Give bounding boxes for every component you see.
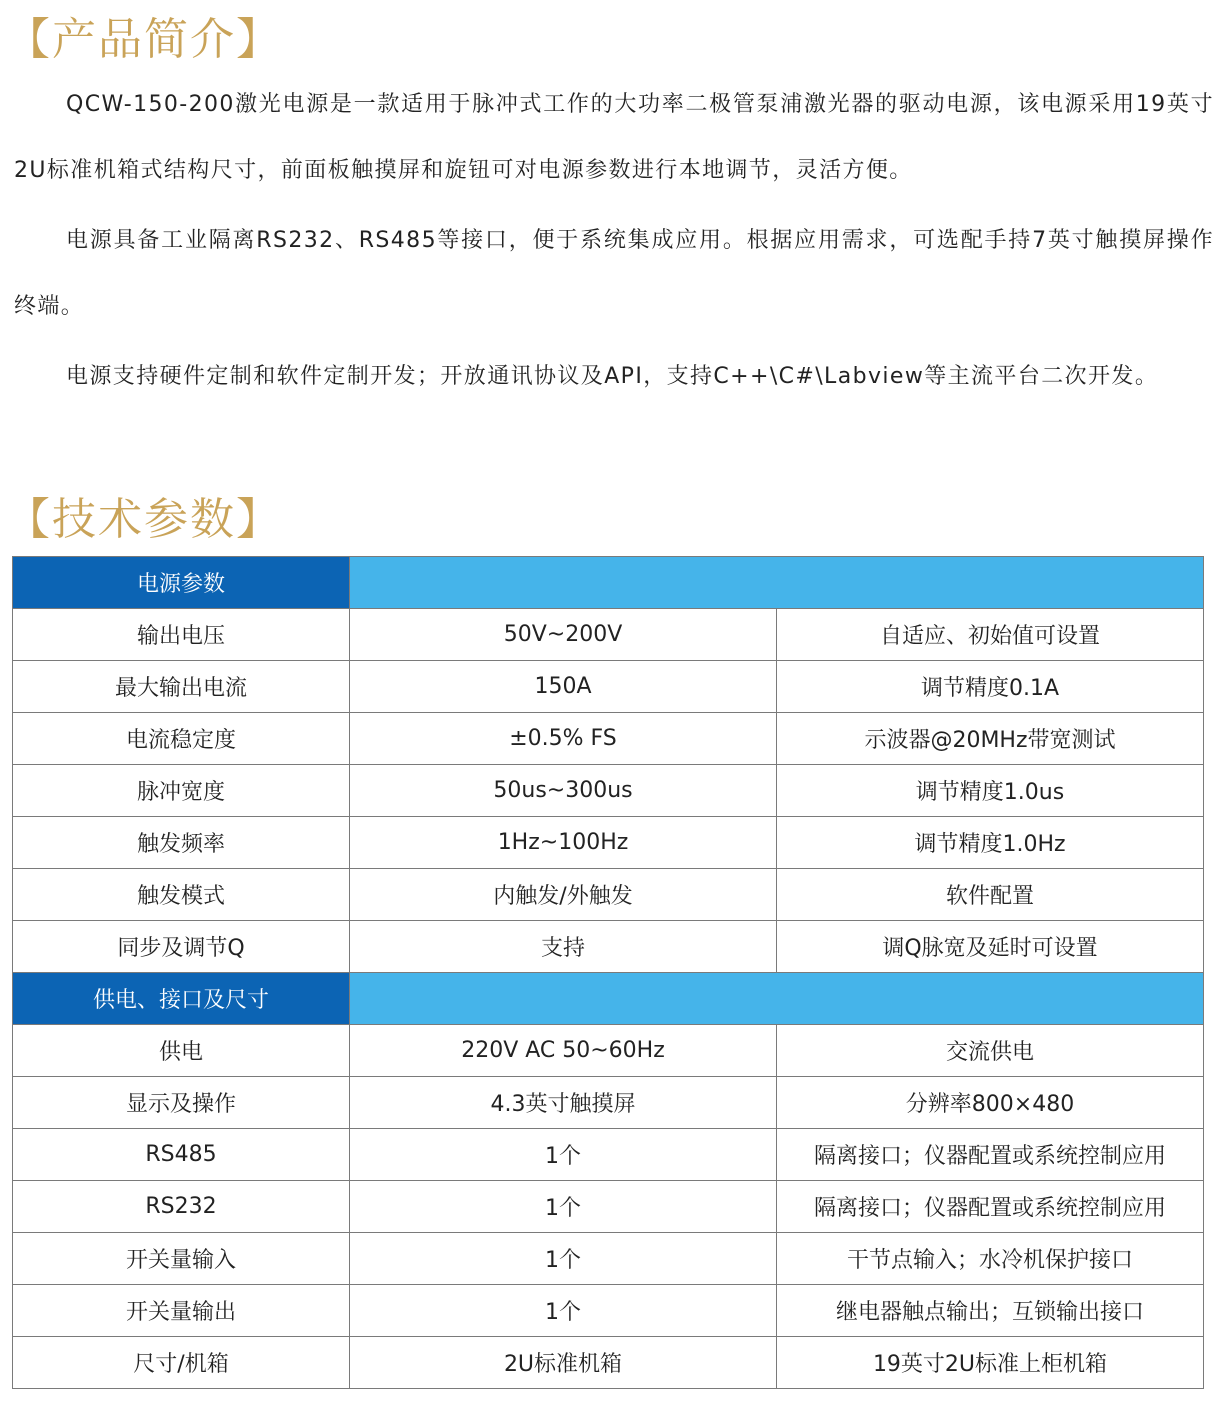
param-note: 调节精度0.1A <box>777 661 1204 713</box>
table-row <box>13 713 1204 765</box>
intro-paragraph: QCW-150-200激光电源是一款适用于脉冲式工作的大功率二极管泵浦激光器的驱动电源，该电源采用19英寸2U标准机箱式结构尺寸，前面板触摸屏和旋钮可对电源参数进行本地调节，灵活方便。 <box>14 92 1214 183</box>
intro-paragraph: 电源支持硬件定制和软件定制开发；开放通讯协议及API，支持C++\C#\Labview等主流平台二次开发。 <box>66 364 1159 389</box>
param-value: 50V~200V <box>350 609 777 661</box>
group-header-fill <box>350 557 1204 609</box>
param-note: 19英寸2U标准上柜机箱 <box>777 1337 1204 1389</box>
param-value: 2U标准机箱 <box>350 1337 777 1389</box>
param-value: 内触发/外触发 <box>350 869 777 921</box>
table-row <box>13 1077 1204 1129</box>
param-value: 1个 <box>350 1285 777 1337</box>
param-name: 供电 <box>13 1025 350 1077</box>
param-name: 显示及操作 <box>13 1077 350 1129</box>
table-group-header <box>13 973 1204 1025</box>
param-value: ±0.5% FS <box>350 713 777 765</box>
param-value: 1个 <box>350 1129 777 1181</box>
param-value: 220V AC 50~60Hz <box>350 1025 777 1077</box>
param-name: 触发模式 <box>13 869 350 921</box>
group-header-label: 电源参数 <box>13 557 350 609</box>
param-name: RS232 <box>13 1181 350 1233</box>
param-name: 触发频率 <box>13 817 350 869</box>
intro-text <box>14 72 1214 410</box>
table-row <box>13 921 1204 973</box>
param-name: 最大输出电流 <box>13 661 350 713</box>
param-value: 50us~300us <box>350 765 777 817</box>
table-row <box>13 1025 1204 1077</box>
param-note: 示波器@20MHz带宽测试 <box>777 713 1204 765</box>
param-name: 同步及调节Q <box>13 921 350 973</box>
table-row <box>13 765 1204 817</box>
table-row <box>13 661 1204 713</box>
table-row <box>13 1181 1204 1233</box>
param-note: 调节精度1.0Hz <box>777 817 1204 869</box>
table-row <box>13 1129 1204 1181</box>
intro-section-title: 【产品简介】 <box>6 14 282 65</box>
param-name: 开关量输出 <box>13 1285 350 1337</box>
param-value: 1Hz~100Hz <box>350 817 777 869</box>
specs-section-title: 【技术参数】 <box>6 494 282 545</box>
param-note: 隔离接口；仪器配置或系统控制应用 <box>777 1129 1204 1181</box>
param-note: 调节精度1.0us <box>777 765 1204 817</box>
param-name: 开关量输入 <box>13 1233 350 1285</box>
table-row <box>13 869 1204 921</box>
group-header-label: 供电、接口及尺寸 <box>13 973 350 1025</box>
param-note: 继电器触点输出；互锁输出接口 <box>777 1285 1204 1337</box>
table-row <box>13 1285 1204 1337</box>
param-note: 隔离接口；仪器配置或系统控制应用 <box>777 1181 1204 1233</box>
param-name: 电流稳定度 <box>13 713 350 765</box>
param-value: 1个 <box>350 1233 777 1285</box>
param-name: 尺寸/机箱 <box>13 1337 350 1389</box>
specs-table <box>12 556 1204 1389</box>
param-name: 输出电压 <box>13 609 350 661</box>
table-group-header <box>13 557 1204 609</box>
param-name: RS485 <box>13 1129 350 1181</box>
table-row <box>13 609 1204 661</box>
param-name: 脉冲宽度 <box>13 765 350 817</box>
param-note: 交流供电 <box>777 1025 1204 1077</box>
group-header-fill <box>350 973 1204 1025</box>
param-value: 150A <box>350 661 777 713</box>
param-note: 软件配置 <box>777 869 1204 921</box>
intro-paragraph: 电源具备工业隔离RS232、RS485等接口，便于系统集成应用。根据应用需求，可选配手持7英寸触摸屏操作终端。 <box>14 228 1214 319</box>
param-note: 干节点输入；水冷机保护接口 <box>777 1233 1204 1285</box>
param-note: 分辨率800×480 <box>777 1077 1204 1129</box>
param-note: 自适应、初始值可设置 <box>777 609 1204 661</box>
table-row <box>13 1337 1204 1389</box>
table-row <box>13 817 1204 869</box>
param-value: 1个 <box>350 1181 777 1233</box>
param-value: 4.3英寸触摸屏 <box>350 1077 777 1129</box>
table-row <box>13 1233 1204 1285</box>
param-value: 支持 <box>350 921 777 973</box>
param-note: 调Q脉宽及延时可设置 <box>777 921 1204 973</box>
